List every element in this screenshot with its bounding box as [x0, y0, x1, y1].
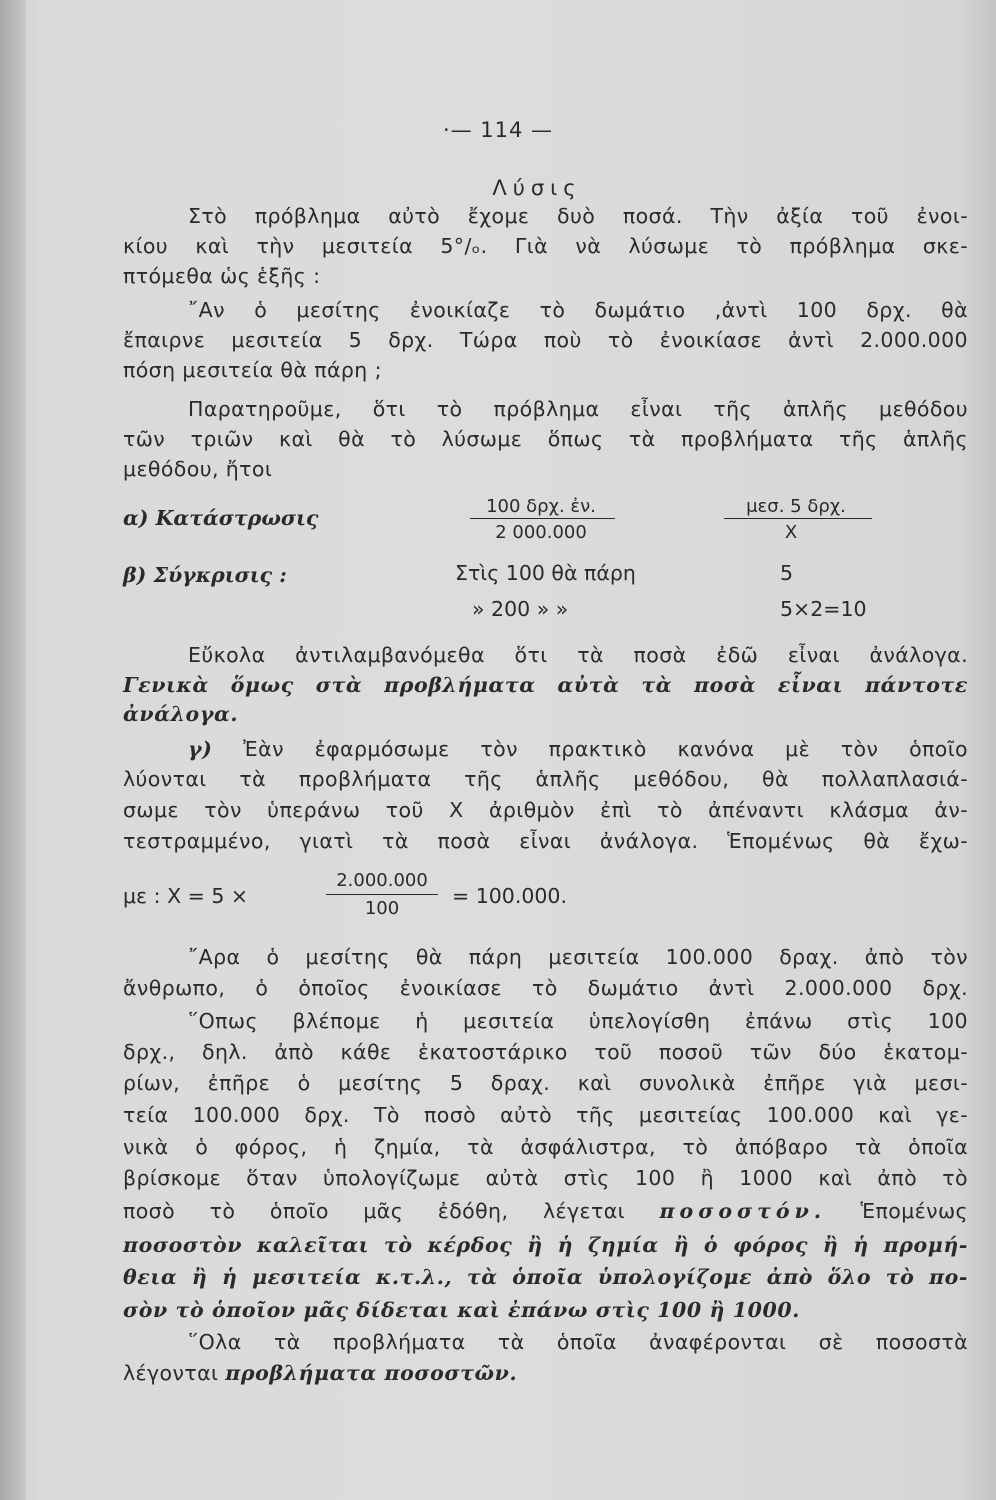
- section-heading: Λύσις: [492, 176, 582, 200]
- setup-numerator-right: μεσ. 5 δρχ.: [746, 496, 846, 517]
- text-line: ῞Ολα τὰ προβλήματα τὰ ὁποῖα ἀναφέρονται σὲ ποσοστὰ: [188, 1330, 968, 1354]
- gamma-first-text: Ἐὰν ἐφαρμόσωμε τὸν πρακτικὸ κανόνα μὲ τὸν ὁποῖο: [212, 737, 968, 761]
- label-sygkrisis: β) Σύγκρισις :: [123, 563, 287, 587]
- text-line: τεία 100.000 δρχ. Τὸ ποσὸ αὐτὸ τῆς μεσιτείας 100.000 καὶ γε-: [123, 1103, 968, 1127]
- page-number: ·— 114 —: [442, 118, 554, 142]
- text-line: δρχ., δηλ. ἀπὸ κάθε ἑκατοστάρικο τοῦ ποσοῦ τῶν δύο ἑκατομ-: [123, 1040, 968, 1064]
- comparison-row1-left: Στὶς 100 θὰ πάρη: [455, 561, 636, 585]
- text-line: Εὔκολα ἀντιλαμβανόμεθα ὅτι τὰ ποσὰ ἐδῶ εἶναι ἀνάλογα.: [188, 643, 968, 667]
- definition-line: ποσοστὸν καλεῖται τὸ κέρδος ἢ ἡ ζημία ἢ ὁ φόρος ἢ ἡ προμή-: [123, 1233, 968, 1257]
- text-line: τεστραμμένο, γιατὶ τὰ ποσὰ εἶναι ἀνάλογα. Ἑπομένως θὰ ἔχω-: [123, 829, 968, 853]
- formula-prefix: με : X = 5 ×: [123, 884, 249, 908]
- text-line: ἔπαιρνε μεσιτεία 5 δρχ. Τώρα ποὺ τὸ ἐνοικίασε ἀντὶ 2.000.000: [123, 328, 968, 352]
- comparison-row2-left: » 200 » »: [472, 597, 569, 621]
- closing-start: λέγονται: [123, 1361, 226, 1385]
- definition-line: σὸν τὸ ὁποῖον μᾶς δίδεται καὶ ἐπάνω στὶς 100 ἢ 1000.: [123, 1298, 800, 1322]
- fraction-bar: [724, 518, 872, 519]
- text-line: σωμε τὸν ὑπεράνω τοῦ X ἀριθμὸν ἐπὶ τὸ ἀπέναντι κλάσμα ἀν-: [123, 798, 968, 822]
- text-line: ῎Αν ὁ μεσίτης ἐνοικίαζε τὸ δωμάτιο ,ἀντὶ 100 δρχ. θὰ: [188, 298, 968, 322]
- text-line: Στὸ πρόβλημα αὐτὸ ἔχομε δυὸ ποσά. Τὴν ἀξία τοῦ ἐνοι-: [188, 204, 968, 228]
- text-line: τῶν τριῶν καὶ θὰ τὸ λύσωμε ὅπως τὰ προβλήματα τῆς ἁπλῆς: [123, 427, 968, 451]
- text-line: πόση μεσιτεία θὰ πάρη ;: [123, 358, 382, 382]
- text-line: μεθόδου, ἤτοι: [123, 457, 273, 481]
- fraction-bar: [470, 518, 615, 519]
- formula-numerator: 2.000.000: [336, 870, 428, 891]
- text-line: [123, 1358, 968, 1388]
- text-line: βρίσκομε ὅταν ὑπολογίζωμε αὐτὰ στὶς 100 ἢ 1000 καὶ ἀπὸ τὸ: [123, 1166, 968, 1190]
- term-provlimata-pososton: προβλήματα ποσοστῶν.: [225, 1361, 518, 1385]
- text-line: ῞Οπως βλέπομε ἡ μεσιτεία ὑπελογίσθη ἐπάνω στὶς 100: [188, 1009, 968, 1033]
- comparison-row1-right: 5: [780, 561, 794, 585]
- fraction-bar: [326, 894, 438, 895]
- text-line-emphasis: Γενικὰ ὅμως στὰ προβλήματα αὐτὰ τὰ ποσὰ εἶναι πάντοτε: [123, 673, 968, 697]
- formula-result: = 100.000.: [452, 884, 567, 908]
- text-line: [188, 734, 968, 764]
- text-line: λύονται τὰ προβλήματα τῆς ἁπλῆς μεθόδου, θὰ πολλαπλασιά-: [123, 767, 968, 791]
- term-pososton: ποσοστόν.: [659, 1199, 826, 1223]
- text-line: ῎Αρα ὁ μεσίτης θὰ πάρη μεσιτεία 100.000 δραχ. ἀπὸ τὸν: [188, 945, 968, 969]
- pososton-line-start: ποσὸ τὸ ὁποῖο μᾶς ἐδόθη, λέγεται: [123, 1199, 660, 1223]
- text-line: ἄνθρωπο, ὁ ὁποῖος ἐνοικίασε τὸ δωμάτιο ἀντὶ 2.000.000 δρχ.: [123, 976, 968, 1000]
- text-line: πτόμεθα ὡς ἑξῆς :: [123, 264, 321, 288]
- formula-denominator: 100: [364, 898, 400, 919]
- text-line: [123, 1196, 968, 1226]
- text-line: ρίων, ἐπῆρε ὁ μεσίτης 5 δραχ. καὶ συνολικὰ ἐπῆρε γιὰ μεσι-: [123, 1071, 968, 1095]
- definition-line: θεια ἢ ἡ μεσιτεία κ.τ.λ., τὰ ὁποῖα ὑπολογίζομε ἀπὸ ὅλο τὸ πο-: [123, 1265, 968, 1289]
- setup-denominator-right: X: [784, 522, 798, 543]
- text-line: νικὰ ὁ φόρος, ἡ ζημία, τὰ ἀσφάλιστρα, τὸ ἀπόβαρο τὰ ὁποῖα: [123, 1135, 968, 1159]
- text-line: Παρατηροῦμε, ὅτι τὸ πρόβλημα εἶναι τῆς ἁπλῆς μεθόδου: [188, 397, 968, 421]
- label-katastrosis: α) Κατάστρωσις: [123, 506, 319, 530]
- page-edge-shadow: [0, 0, 26, 1500]
- text-line: κίου καὶ τὴν μεσιτεία 5°/ₒ. Γιὰ νὰ λύσωμε τὸ πρόβλημα σκε-: [123, 234, 968, 258]
- pososton-line-end: Ἑπομένως: [825, 1199, 968, 1223]
- label-gamma: γ): [188, 737, 213, 761]
- setup-numerator-left: 100 δρχ. ἐν.: [486, 496, 596, 517]
- setup-denominator-left: 2 000.000: [495, 522, 587, 543]
- comparison-row2-right: 5×2=10: [780, 597, 867, 621]
- text-line-emphasis: ἀνάλογα.: [123, 702, 239, 726]
